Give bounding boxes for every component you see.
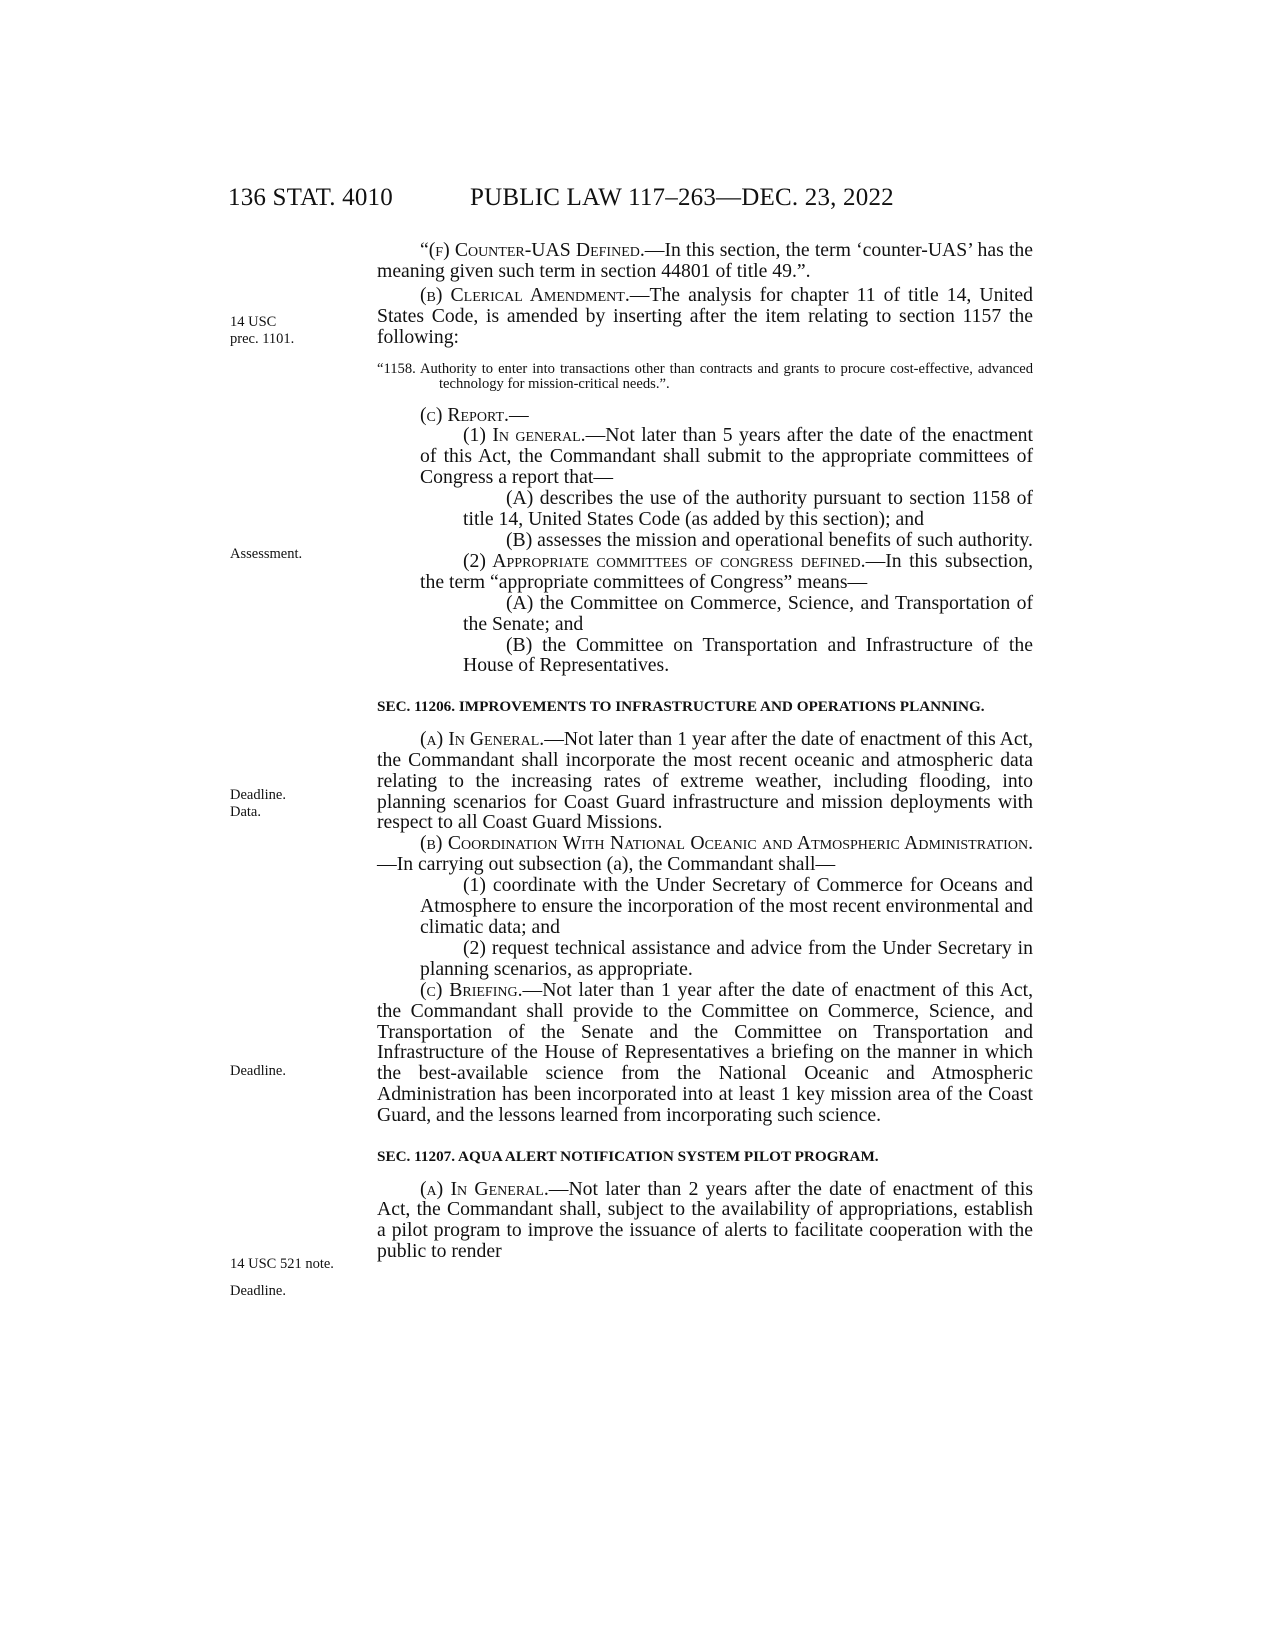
page-header-title: PUBLIC LAW 117–263—DEC. 23, 2022: [470, 184, 894, 211]
paragraph-heading: (a) In General.: [420, 1177, 549, 1200]
subparagraph-c1b: (B) assesses the mission and operational benefits of such authority.: [506, 528, 1033, 551]
paragraph-text: —Not later than 1 year after the date of enactment of this Act, the Commandant shall incorporate the most recent oceanic and atmospheric data relating to the increasing rates of extreme weather, including flooding, into planning scenarios for Coast Guard infrastructure and mission deployments with respect to all Coast Guard Missions.: [377, 727, 1034, 834]
paragraph-text: —: [508, 403, 529, 426]
section-heading-11206: [377, 697, 1033, 718]
paragraph-heading: “(f) Counter-UAS Defined.: [420, 239, 645, 261]
paragraph-heading: (a) In General.: [420, 727, 545, 750]
paragraph-11207-a: [377, 1179, 1033, 1263]
paragraph-f-counter-uas: [377, 240, 1033, 282]
paragraph-11206-c: [377, 980, 1033, 1126]
paragraph-heading: (b) Coordination With National Oceanic and Atmospheric Administration.: [420, 832, 1033, 855]
paragraph-text: —In this subsection, the term “appropriate committees of Congress” means—: [420, 549, 1033, 593]
margin-note-deadline-data: Deadline. Data.: [230, 787, 286, 820]
paragraph-11206-b: [377, 833, 1033, 875]
paragraph-heading: (2) Appropriate committees of congress defined.: [463, 549, 866, 572]
subparagraph-c2a: (A) the Committee on Commerce, Science, and Transportation of the Senate; and: [463, 591, 1033, 635]
section-number: SEC. 11206.: [377, 698, 456, 716]
document-body: [377, 240, 1033, 1262]
paragraph-c-report: [377, 405, 1033, 426]
paragraph-c1-in-general: [377, 425, 1033, 488]
subparagraph-c1a: (A) describes the use of the authority pursuant to section 1158 of title 14, United States Code (as added by this section); and: [463, 487, 1033, 531]
paragraph-heading: (1) In general.: [463, 424, 586, 447]
paragraph-heading: (b) Clerical Amendment.: [420, 283, 630, 306]
subparagraph-11206-b2: (2) request technical assistance and advice from the Under Secretary in planning scenarios, as appropriate.: [420, 936, 1033, 980]
margin-note-deadline: Deadline.: [230, 1283, 286, 1299]
paragraph-c2-committees-defined: [377, 551, 1033, 593]
section-title: IMPROVEMENTS TO INFRASTRUCTURE AND OPERATIONS PLANNING.: [458, 698, 985, 716]
margin-note-deadline: Deadline.: [230, 1063, 286, 1079]
paragraph-text: —The analysis for chapter 11 of title 14, United States Code, is amended by inserting after the item relating to section 1157 the following:: [377, 283, 1033, 348]
subparagraph-11206-b1: (1) coordinate with the Under Secretary of Commerce for Oceans and Atmosphere to ensure the incorporation of the most recent environmental and climatic data; and: [420, 874, 1033, 938]
paragraph-heading: (c) Briefing.: [420, 978, 523, 1001]
table-of-sections-item: “1158. Authority to enter into transactions other than contracts and grants to procure cost-effective, advanced technology for mission-critical needs.”.: [377, 360, 1033, 393]
margin-note-citation: 14 USC prec. 1101.: [230, 314, 295, 347]
paragraph-11206-a: [377, 729, 1033, 834]
paragraph-text: —Not later than 5 years after the date of the enactment of this Act, the Commandant shall submit to the appropriate committees of Congress a report that—: [420, 424, 1033, 489]
section-heading-11207: SEC. 11207. AQUA ALERT NOTIFICATION SYSTEM PILOT PROGRAM.: [377, 1148, 879, 1166]
paragraph-text: —Not later than 2 years after the date of enactment of this Act, the Commandant shall, subject to the availability of appropriations, establish a pilot program to improve the issuance of alerts to facilitate cooperation with the public to render: [377, 1177, 1033, 1263]
page-header-reference: 136 STAT. 4010: [228, 184, 393, 211]
paragraph-text: —In carrying out subsection (a), the Commandant shall—: [377, 853, 836, 876]
paragraph-heading: (c) Report.: [420, 403, 509, 426]
margin-note-citation-note: 14 USC 521 note.: [230, 1256, 334, 1272]
paragraph-text: —In this section, the term ‘counter-UAS’ has the meaning given such term in section 44801 of title 49.”.: [377, 239, 1033, 282]
paragraph-b-clerical-amendment: [377, 285, 1033, 348]
margin-note-assessment: Assessment.: [230, 546, 303, 562]
subparagraph-c2b: (B) the Committee on Transportation and Infrastructure of the House of Representatives.: [463, 633, 1033, 677]
paragraph-text: —Not later than 1 year after the date of enactment of this Act, the Commandant shall provide to the Committee on Commerce, Science, and Transportation of the Senate and the Committee on Transportation and Infrastructure of the House of Representatives a briefing on the manner in which the best-available science from the National Oceanic and Atmospheric Administration has been incorporated into at least 1 key mission area of the Coast Guard, and the lessons learned from incorporating such science.: [377, 978, 1033, 1127]
